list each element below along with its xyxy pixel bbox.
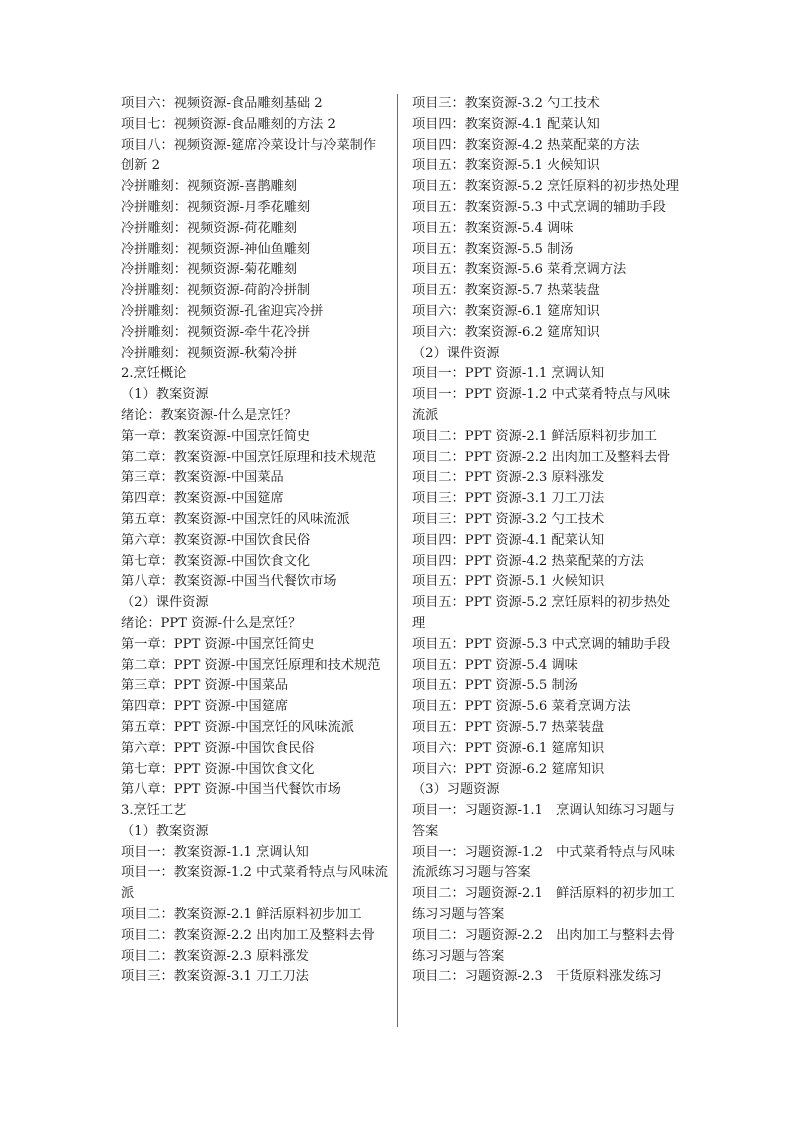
list-item: 第五章：PPT 资源-中国烹饪的风味流派: [121, 719, 355, 735]
list-item: 冷拼雕刻：视频资源-荷韵冷拼制: [121, 283, 311, 299]
list-item: 第四章：PPT 资源-中国筵席: [121, 699, 289, 715]
list-item: 项目一：习题资源-1.2 中式菜肴特点与风味流派练习习题与答案: [412, 844, 675, 881]
list-item: 项目五：教案资源-5.3 中式烹调的辅助手段: [412, 199, 666, 215]
list-item: 项目三：教案资源-3.2 勺工技术: [412, 96, 600, 111]
list-item: 项目一：习题资源-1.1 烹调认知练习习题与答案: [412, 803, 675, 839]
list-item: 项目七：视频资源-食品雕刻的方法 2: [121, 116, 336, 132]
list-item: 项目三：PPT 资源-3.2 勺工技术: [412, 511, 605, 527]
list-item: 项目四：PPT 资源-4.2 热菜配菜的方法: [412, 553, 644, 569]
list-item: 第八章：教案资源-中国当代餐饮市场: [121, 574, 337, 590]
list-item: 项目二：教案资源-2.2 出肉加工及整料去骨: [121, 927, 375, 943]
list-item: 项目二：习题资源-2.3 干货原料涨发练习: [412, 969, 662, 985]
list-item: 项目二：PPT 资源-2.2 出肉加工及整料去骨: [412, 449, 671, 465]
list-item: 冷拼雕刻：视频资源-荷花雕刻: [121, 220, 297, 236]
list-item: 项目五：PPT 资源-5.1 火候知识: [412, 574, 605, 590]
list-item: 项目二：习题资源-2.2 出肉加工与整料去骨练习习题与答案: [412, 927, 675, 964]
list-item: 第三章：教案资源-中国菜品: [121, 470, 284, 486]
list-item: 项目五：教案资源-5.2 烹饪原料的初步热处理: [412, 179, 679, 195]
list-item: 冷拼雕刻：视频资源-孔雀迎宾冷拼: [121, 303, 324, 319]
list-item: 项目六：教案资源-6.2 筵席知识: [412, 324, 600, 340]
list-item: 冷拼雕刻：视频资源-秋菊冷拼: [121, 345, 297, 361]
list-item: 项目八：视频资源-筵席冷菜设计与冷菜制作创新 2: [121, 137, 377, 174]
list-item: 项目六：教案资源-6.1 筵席知识: [412, 303, 600, 319]
list-item: 项目五：教案资源-5.1 火候知识: [412, 158, 600, 174]
list-item: 项目五：PPT 资源-5.3 中式烹调的辅助手段: [412, 636, 671, 652]
list-item: 项目五：教案资源-5.6 菜肴烹调方法: [412, 262, 627, 278]
left-column: [121, 94, 389, 988]
list-item: 冷拼雕刻：视频资源-神仙鱼雕刻: [121, 241, 311, 257]
list-item: 项目五：PPT 资源-5.7 热菜装盘: [412, 719, 605, 735]
subsection-heading: （2）课件资源: [412, 345, 500, 361]
list-item: 项目一：PPT 资源-1.1 烹调认知: [412, 366, 605, 382]
list-item: 项目四：教案资源-4.2 热菜配菜的方法: [412, 137, 640, 153]
section-heading: 3.烹饪工艺: [121, 803, 187, 819]
list-item: 项目一：PPT 资源-1.2 中式菜肴特点与风味流派: [412, 387, 671, 423]
list-item: 第五章：教案资源-中国烹饪的风味流派: [121, 511, 350, 527]
list-item: 第六章：教案资源-中国饮食民俗: [121, 532, 311, 548]
list-item: 第二章：教案资源-中国烹饪原理和技术规范: [121, 449, 377, 465]
list-item: 项目五：PPT 资源-5.5 制汤: [412, 678, 578, 694]
list-item: 项目五：教案资源-5.7 热菜装盘: [412, 283, 600, 299]
list-item: 项目六：PPT 资源-6.2 筵席知识: [412, 761, 605, 777]
list-item: 绪论：教案资源-什么是烹饪？: [121, 407, 297, 423]
list-item: 项目五：PPT 资源-5.4 调味: [412, 657, 578, 673]
right-column: [412, 94, 680, 988]
list-item: 冷拼雕刻：视频资源-月季花雕刻: [121, 199, 311, 215]
list-item: 第三章：PPT 资源-中国菜品: [121, 678, 289, 694]
subsection-heading: （2）课件资源: [121, 595, 209, 611]
list-item: 第一章：教案资源-中国烹饪简史: [121, 428, 311, 444]
list-item: 项目五：教案资源-5.5 制汤: [412, 241, 574, 257]
list-item: 项目四：教案资源-4.1 配菜认知: [412, 116, 600, 132]
section-heading: 2.烹饪概论: [121, 366, 187, 382]
list-item: 项目三：PPT 资源-3.1 刀工刀法: [412, 491, 605, 507]
list-item: 冷拼雕刻：视频资源-喜鹊雕刻: [121, 179, 297, 195]
list-item: 项目二：教案资源-2.1 鲜活原料初步加工: [121, 907, 362, 923]
list-item: 项目二：习题资源-2.1 鲜活原料的初步加工练习习题与答案: [412, 886, 675, 923]
subsection-heading: （1）教案资源: [121, 387, 209, 403]
subsection-heading: （1）教案资源: [121, 823, 209, 839]
list-item: 项目四：PPT 资源-4.1 配菜认知: [412, 532, 605, 548]
list-item: 第一章：PPT 资源-中国烹饪简史: [121, 636, 315, 652]
list-item: 项目三：教案资源-3.1 刀工刀法: [121, 969, 309, 985]
list-item: 绪论：PPT 资源-什么是烹饪？: [121, 615, 302, 631]
list-item: 项目五：PPT 资源-5.6 菜肴烹调方法: [412, 699, 631, 715]
list-item: 项目一：教案资源-1.1 烹调认知: [121, 844, 309, 860]
list-item: 项目五：PPT 资源-5.2 烹饪原料的初步热处理: [412, 595, 671, 631]
column-divider: [397, 94, 398, 1027]
list-item: 项目二：PPT 资源-2.1 鲜活原料初步加工: [412, 428, 657, 444]
list-item: 项目五：教案资源-5.4 调味: [412, 220, 574, 236]
list-item: 第二章：PPT 资源-中国烹饪原理和技术规范: [121, 657, 381, 673]
list-item: 第八章：PPT 资源-中国当代餐饮市场: [121, 782, 341, 798]
subsection-heading: （3）习题资源: [412, 782, 500, 798]
list-item: 冷拼雕刻：视频资源-牵牛花冷拼: [121, 324, 311, 340]
list-item: 第七章：教案资源-中国饮食文化: [121, 553, 311, 569]
list-item: 项目一：教案资源-1.2 中式菜肴特点与风味流派: [121, 865, 388, 902]
list-item: 冷拼雕刻：视频资源-菊花雕刻: [121, 262, 297, 278]
list-item: 项目六：视频资源-食品雕刻基础 2: [121, 96, 323, 111]
list-item: 项目二：PPT 资源-2.3 原料涨发: [412, 470, 605, 486]
list-item: 第七章：PPT 资源-中国饮食文化: [121, 761, 315, 777]
list-item: 第四章：教案资源-中国筵席: [121, 491, 284, 507]
list-item: 项目六：PPT 资源-6.1 筵席知识: [412, 740, 605, 756]
list-item: 第六章：PPT 资源-中国饮食民俗: [121, 740, 315, 756]
list-item: 项目二：教案资源-2.3 原料涨发: [121, 948, 309, 964]
